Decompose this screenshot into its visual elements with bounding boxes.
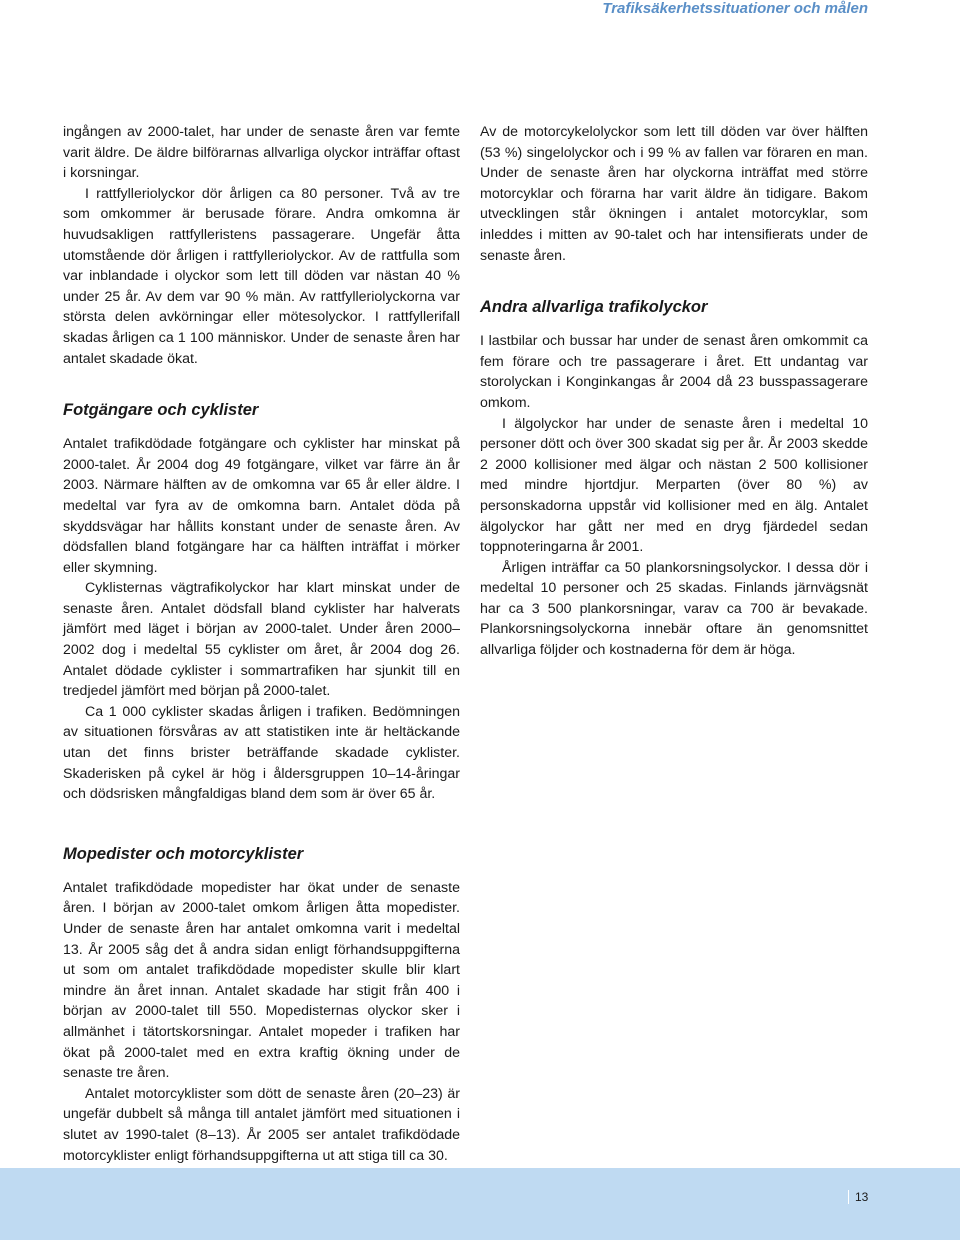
body-paragraph: Årligen inträffar ca 50 plankorsningsolyckor. I dessa dör i medeltal 10 personer och 25 skadas. Finlands järnvägsnät har ca 3 500 plankorsningar, varav ca 700 är bevakade. Plankorsningsolyckorna innebär oftare än genomsnittet allvarliga följder och kostnaderna för dem är höga. bbox=[480, 559, 868, 659]
footer-band bbox=[0, 1168, 960, 1240]
body-paragraph: Ca 1 000 cyklister skadas årligen i trafiken. Bedömningen av situationen försvåras av att statistiken inte är heltäckande utan det finns brister beträffande skadade cyklister. Skaderisken på cykel är hög i åldersgruppen 10–14-åringar och dödsrisken mångfaldigas bland dem som är över 65 år. bbox=[63, 703, 460, 803]
body-paragraph: I älgolyckor har under de senaste åren i medeltal 10 personer dött och över 300 skadat sig per år. År 2003 skedde 2 2000 kollisioner med älgar och nästan 2 500 kollisioner med mindre hjortdjur. Merparten (över 80 %) av personskadorna uppstår vid kollisioner med en älg. Antalet älgolyckor har gått ner med en dryg fjärdedel sedan toppnoteringarna år 2001. bbox=[480, 415, 868, 556]
body-paragraph: ingången av 2000-talet, har under de senaste åren var femte varit äldre. De äldre bilförarnas allvarliga olyckor inträffar oftast i korsningar. bbox=[63, 124, 460, 182]
body-paragraph: Antalet trafikdödade mopedister har ökat under de senaste åren. I början av 2000-talet omkom årligen åtta mopedister. Under de senaste åren har antalet omkomna varit i medeltal 13. År 2005 såg det å andra sidan enligt förhandsuppgifterna ut som om antalet trafikdödade mopedister skulle blir klart mindre än året innan. Antalet skadade har stigit från 400 i början av 2000-talet till 550. Mopedisternas olyckor sker i allmänhet i tätortskorsningar. Antalet mopeder i trafiken har ökat på 2000-talet med en extra kraftig ökning under de senaste tre åren. bbox=[63, 879, 460, 1082]
body-paragraph: Cyklisternas vägtrafikolyckor har klart minskat under de senaste åren. Antalet dödsfall bland cyklister har halverats jämfört med läget i början av 2000-talet. Under åren 2000–2002 dog i medeltal 55 cyklister om året, år 2004 dog 26. Antalet dödade cyklister i sommartrafiken har sjunkit till en tredjedel jämfört med början på 2000-talet. bbox=[63, 580, 460, 700]
body-paragraph: Antalet motorcyklister som dött de senaste åren (20–23) är ungefär dubbelt så många till antalet jämfört med situationen i slutet av 1990-talet (8–13). År 2005 ser antalet trafikdödade motorcyklister enligt förhandsuppgifterna ut att stiga till ca 30. bbox=[63, 1085, 460, 1164]
left-column bbox=[63, 122, 460, 1166]
section-heading-mopeds: Mopedister och motorcyklister bbox=[63, 844, 304, 863]
running-title: Trafiksäkerhetssituationer och målen bbox=[602, 0, 868, 17]
body-paragraph: Av de motorcykelolyckor som lett till döden var över hälften (53 %) singelolyckor och i 99 % av fallen var föraren en man. Under de senaste åren har olyckorna inträffat med större motorcyklar och förarna har varit äldre än tidigare. Bakom utvecklingen står ökningen i antalet motorcyklar, som inleddes i mitten av 90-talet och har intensifierats under de senaste åren. bbox=[480, 124, 868, 264]
page-number: 13 bbox=[848, 1190, 868, 1204]
running-header bbox=[0, 0, 960, 34]
right-column bbox=[480, 122, 868, 661]
section-heading-pedestrians: Fotgängare och cyklister bbox=[63, 401, 259, 420]
body-paragraph: I lastbilar och bussar har under de senast åren omkommit ca fem förare och tre passagerare i året. Ett undantag var storolyckan i Konginkangas år 2004 då 23 busspassagerare omkom. bbox=[480, 333, 868, 411]
body-paragraph: I rattfylleriolyckor dör årligen ca 80 personer. Två av tre som omkommer är berusade förare. Andra omkomna är huvudsakligen rattfylleristens passagerare. Ungefär åtta utomstående dör årligen i rattfylleriolyckor. Av de rattfulla som var inblandade i olyckor som lett till döden var nästan 40 % under 25 år. Av dem var 90 % män. Av rattfylleriolyckorna var största delen avkörningar eller mötesolyckor. I rattfyllerifall skadas årligen ca 1 100 människor. Under de senaste åren har antalet skadade ökat. bbox=[63, 185, 460, 367]
section-heading-other-accidents: Andra allvarliga trafikolyckor bbox=[480, 298, 708, 317]
body-paragraph: Antalet trafikdödade fotgängare och cyklister har minskat på 2000-talet. År 2004 dog 49 fotgängare, vilket var färre än år 2003. Närmare hälften av de omkomna var 65 år eller äldre. I medeltal var fyra av de omkomna barn. Antalet döda på skyddsvägar har hållits konstant under de senaste åren. Av dödsfallen bland fotgängare har ca hälften inträffat i mörker eller skymning. bbox=[63, 436, 460, 576]
